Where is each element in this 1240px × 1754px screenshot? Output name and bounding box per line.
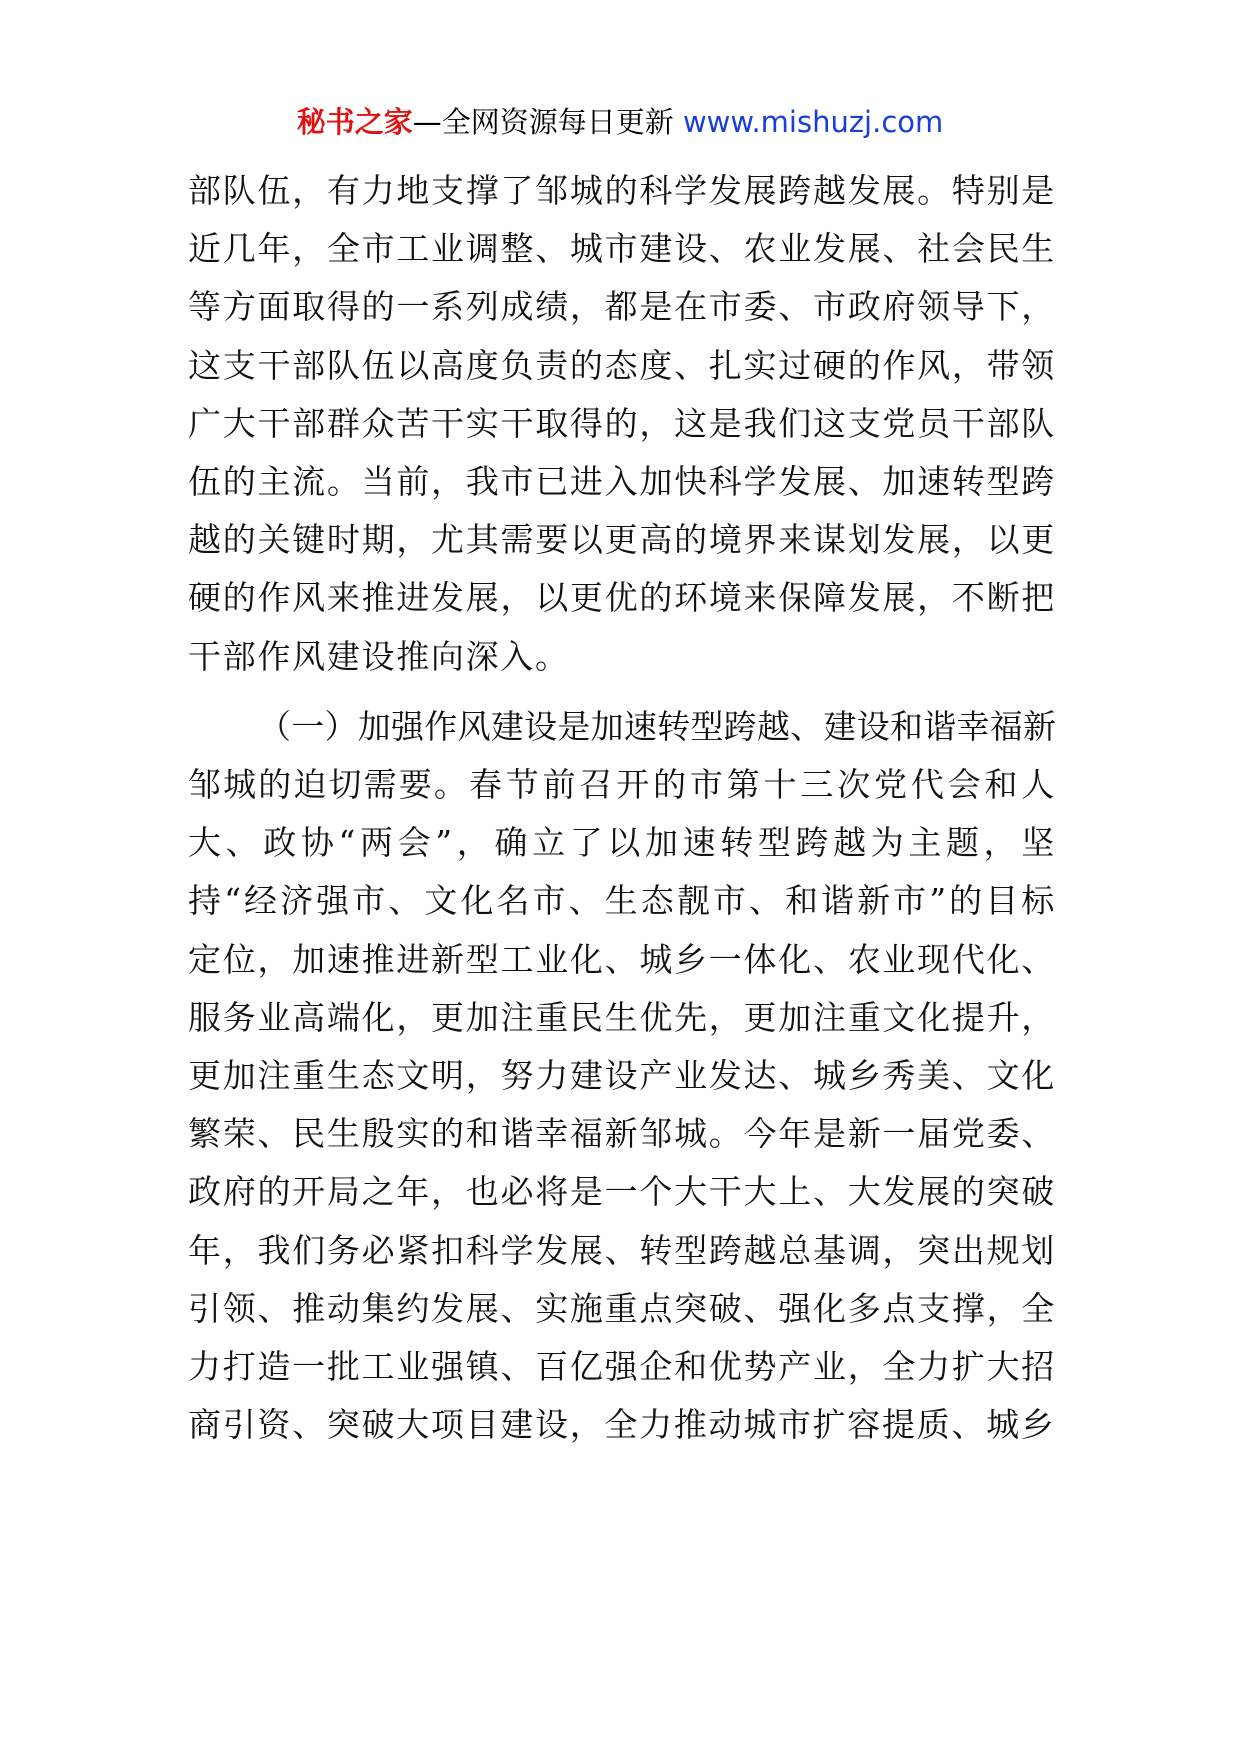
paragraph-section-one [188,698,1056,1455]
paragraph-text: 春节前召开的市第十三次党代会和人大、政协“两会”，确立了以加速转型跨越为主题，坚持“经济强市、文化名市、生态靓市、和谐新市”的目标定位，加速推进新型工业化、城乡一体化、农业现代化、服务业高端化，更加注重民生优先，更加注重文化提升，更加注重生态文明，努力建设产业发达、城乡秀美、文化繁荣、民生殷实的和谐幸福新邹城。今年是新一届党委、政府的开局之年，也必将是一个大干大上、大发展的突破年，我们务必紧扣科学发展、转型跨越总基调，突出规划引领、推动集约发展、实施重点突破、强化多点支撑，全力打造一批工业强镇、百亿强企和优势产业，全力扩大招商引资、突破大项目建设，全力推动城市扩容提质、城乡 [188,765,1057,1445]
paragraph-text: 部队伍，有力地支撑了邹城的科学发展跨越发展。特别是近几年，全市工业调整、城市建设、农业发展、社会民生等方面取得的一系列成绩，都是在市委、市政府领导下，这支干部队伍以高度负责的态度、扎实过硬的作风，带领广大干部群众苦干实干取得的，这是我们这支党员干部队伍的主流。当前，我市已进入加快科学发展、加速转型跨越的关键时期，尤其需要以更高的境界来谋划发展，以更硬的作风来推进发展，以更优的环境来保障发展，不断把干部作风建设推向深入。 [188,171,1056,676]
section-heading: （一）加强作风建设是加速转型跨越、建设和谐幸福新邹城的迫切需要。 [188,706,1056,805]
document-body [188,162,1056,1454]
site-brand: 秘书之家 [296,105,413,139]
paragraph-continued [188,162,1056,686]
site-url-link[interactable]: www.mishuzj.com [682,105,944,139]
page-header [0,100,1240,144]
site-slogan: —全网资源每日更新 [412,105,683,139]
